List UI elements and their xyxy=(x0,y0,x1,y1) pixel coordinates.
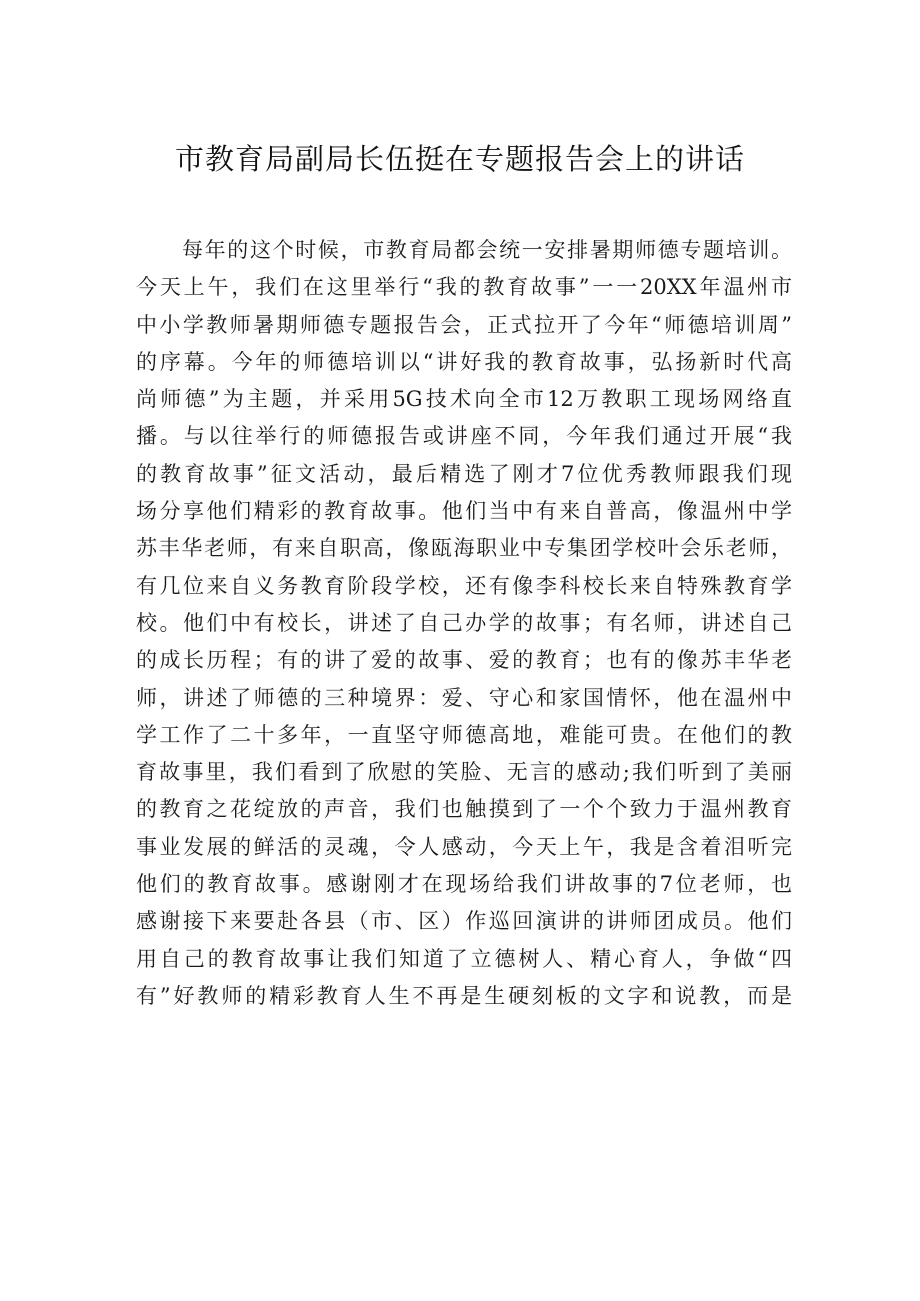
paragraph-line: 的教育之花绽放的声音，我们也触摸到了一个个致力于温州教育 xyxy=(136,797,792,822)
document-title: 市教育局副局长伍挺在专题报告会上的讲话 xyxy=(174,142,745,176)
paragraph-line: 育故事里，我们看到了欣慰的笑脸、无言的感动;我们听到了美丽 xyxy=(136,760,792,785)
paragraph-line: 师，讲述了师德的三种境界：爱、守心和家国情怀，他在温州中 xyxy=(136,685,792,710)
paragraph-line: 的序幕。今年的师德培训以“讲好我的教育故事，弘扬新时代高 xyxy=(136,349,792,374)
paragraph-line: 尚师德”为主题，并采用5G技术向全市12万教职工现场网络直 xyxy=(136,387,792,412)
paragraph-line: 校。他们中有校长，讲述了自己办学的故事；有名师，讲述自己 xyxy=(136,610,792,635)
paragraph-line: 的成长历程；有的讲了爱的故事、爱的教育；也有的像苏丰华老 xyxy=(136,648,792,673)
paragraph-line: 学工作了二十多年，一直坚守师德高地，难能可贵。在他们的教 xyxy=(136,722,792,747)
paragraph-line: 有几位来自义务教育阶段学校，还有像李科校长来自特殊教育学 xyxy=(136,573,792,598)
paragraph-line: 中小学教师暑期师德专题报告会，正式拉开了今年“师德培训周” xyxy=(136,312,792,337)
paragraph-line: 的教育故事”征文活动，最后精选了刚才7位优秀教师跟我们现 xyxy=(136,461,792,486)
paragraph-line: 用自己的教育故事让我们知道了立德树人、精心育人，争做“四 xyxy=(136,946,792,971)
paragraph-line: 他们的教育故事。感谢刚才在现场给我们讲故事的7位老师，也 xyxy=(136,872,792,897)
document-body xyxy=(136,232,792,1015)
paragraph-line: 有”好教师的精彩教育人生不再是生硬刻板的文字和说教，而是 xyxy=(136,983,792,1008)
paragraph-line: 场分享他们精彩的教育故事。他们当中有来自普高，像温州中学 xyxy=(136,499,792,524)
paragraph-line: 播。与以往举行的师德报告或讲座不同，今年我们通过开展“我 xyxy=(136,424,792,449)
paragraph-line: 事业发展的鲜活的灵魂，令人感动，今天上午，我是含着泪听完 xyxy=(136,834,792,859)
paragraph-line: 感谢接下来要赴各县（市、区）作巡回演讲的讲师团成员。他们 xyxy=(136,909,792,934)
paragraph-line: 今天上午，我们在这里举行“我的教育故事”一一20XX年温州市 xyxy=(136,275,792,300)
paragraph-line: 每年的这个时候，市教育局都会统一安排暑期师德专题培训。 xyxy=(182,238,792,262)
paragraph-line: 苏丰华老师，有来自职高，像瓯海职业中专集团学校叶会乐老师， xyxy=(136,536,792,561)
